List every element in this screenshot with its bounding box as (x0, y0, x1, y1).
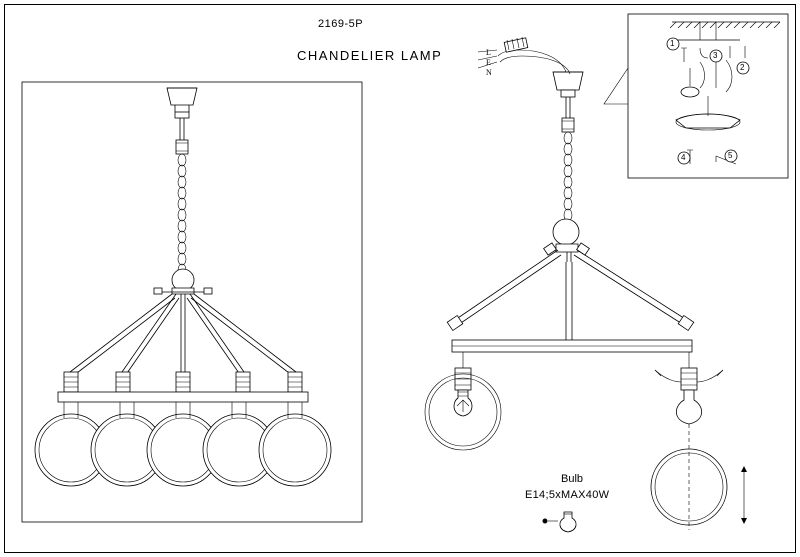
model-code: 2169-5P (318, 18, 364, 30)
wire-label-earth: E (486, 58, 491, 67)
callout-number-1: 1 (670, 39, 675, 48)
front-elevation-view (35, 88, 331, 486)
callout-number-5: 5 (728, 151, 733, 160)
drawing-title: CHANDELIER LAMP (297, 48, 443, 63)
wire-label-neutral: N (486, 68, 492, 77)
callout-number-3: 3 (713, 51, 718, 60)
bulb-detail (543, 512, 577, 532)
bulb-spec-label: E14;5xMAX40W (525, 489, 610, 501)
wire-label-live: L (486, 48, 491, 57)
bulb-label: Bulb (561, 473, 584, 485)
callout-number-4: 4 (681, 153, 686, 162)
installation-detail-view (604, 14, 788, 178)
side-elevation-view (425, 37, 747, 530)
callout-number-2: 2 (740, 63, 745, 72)
